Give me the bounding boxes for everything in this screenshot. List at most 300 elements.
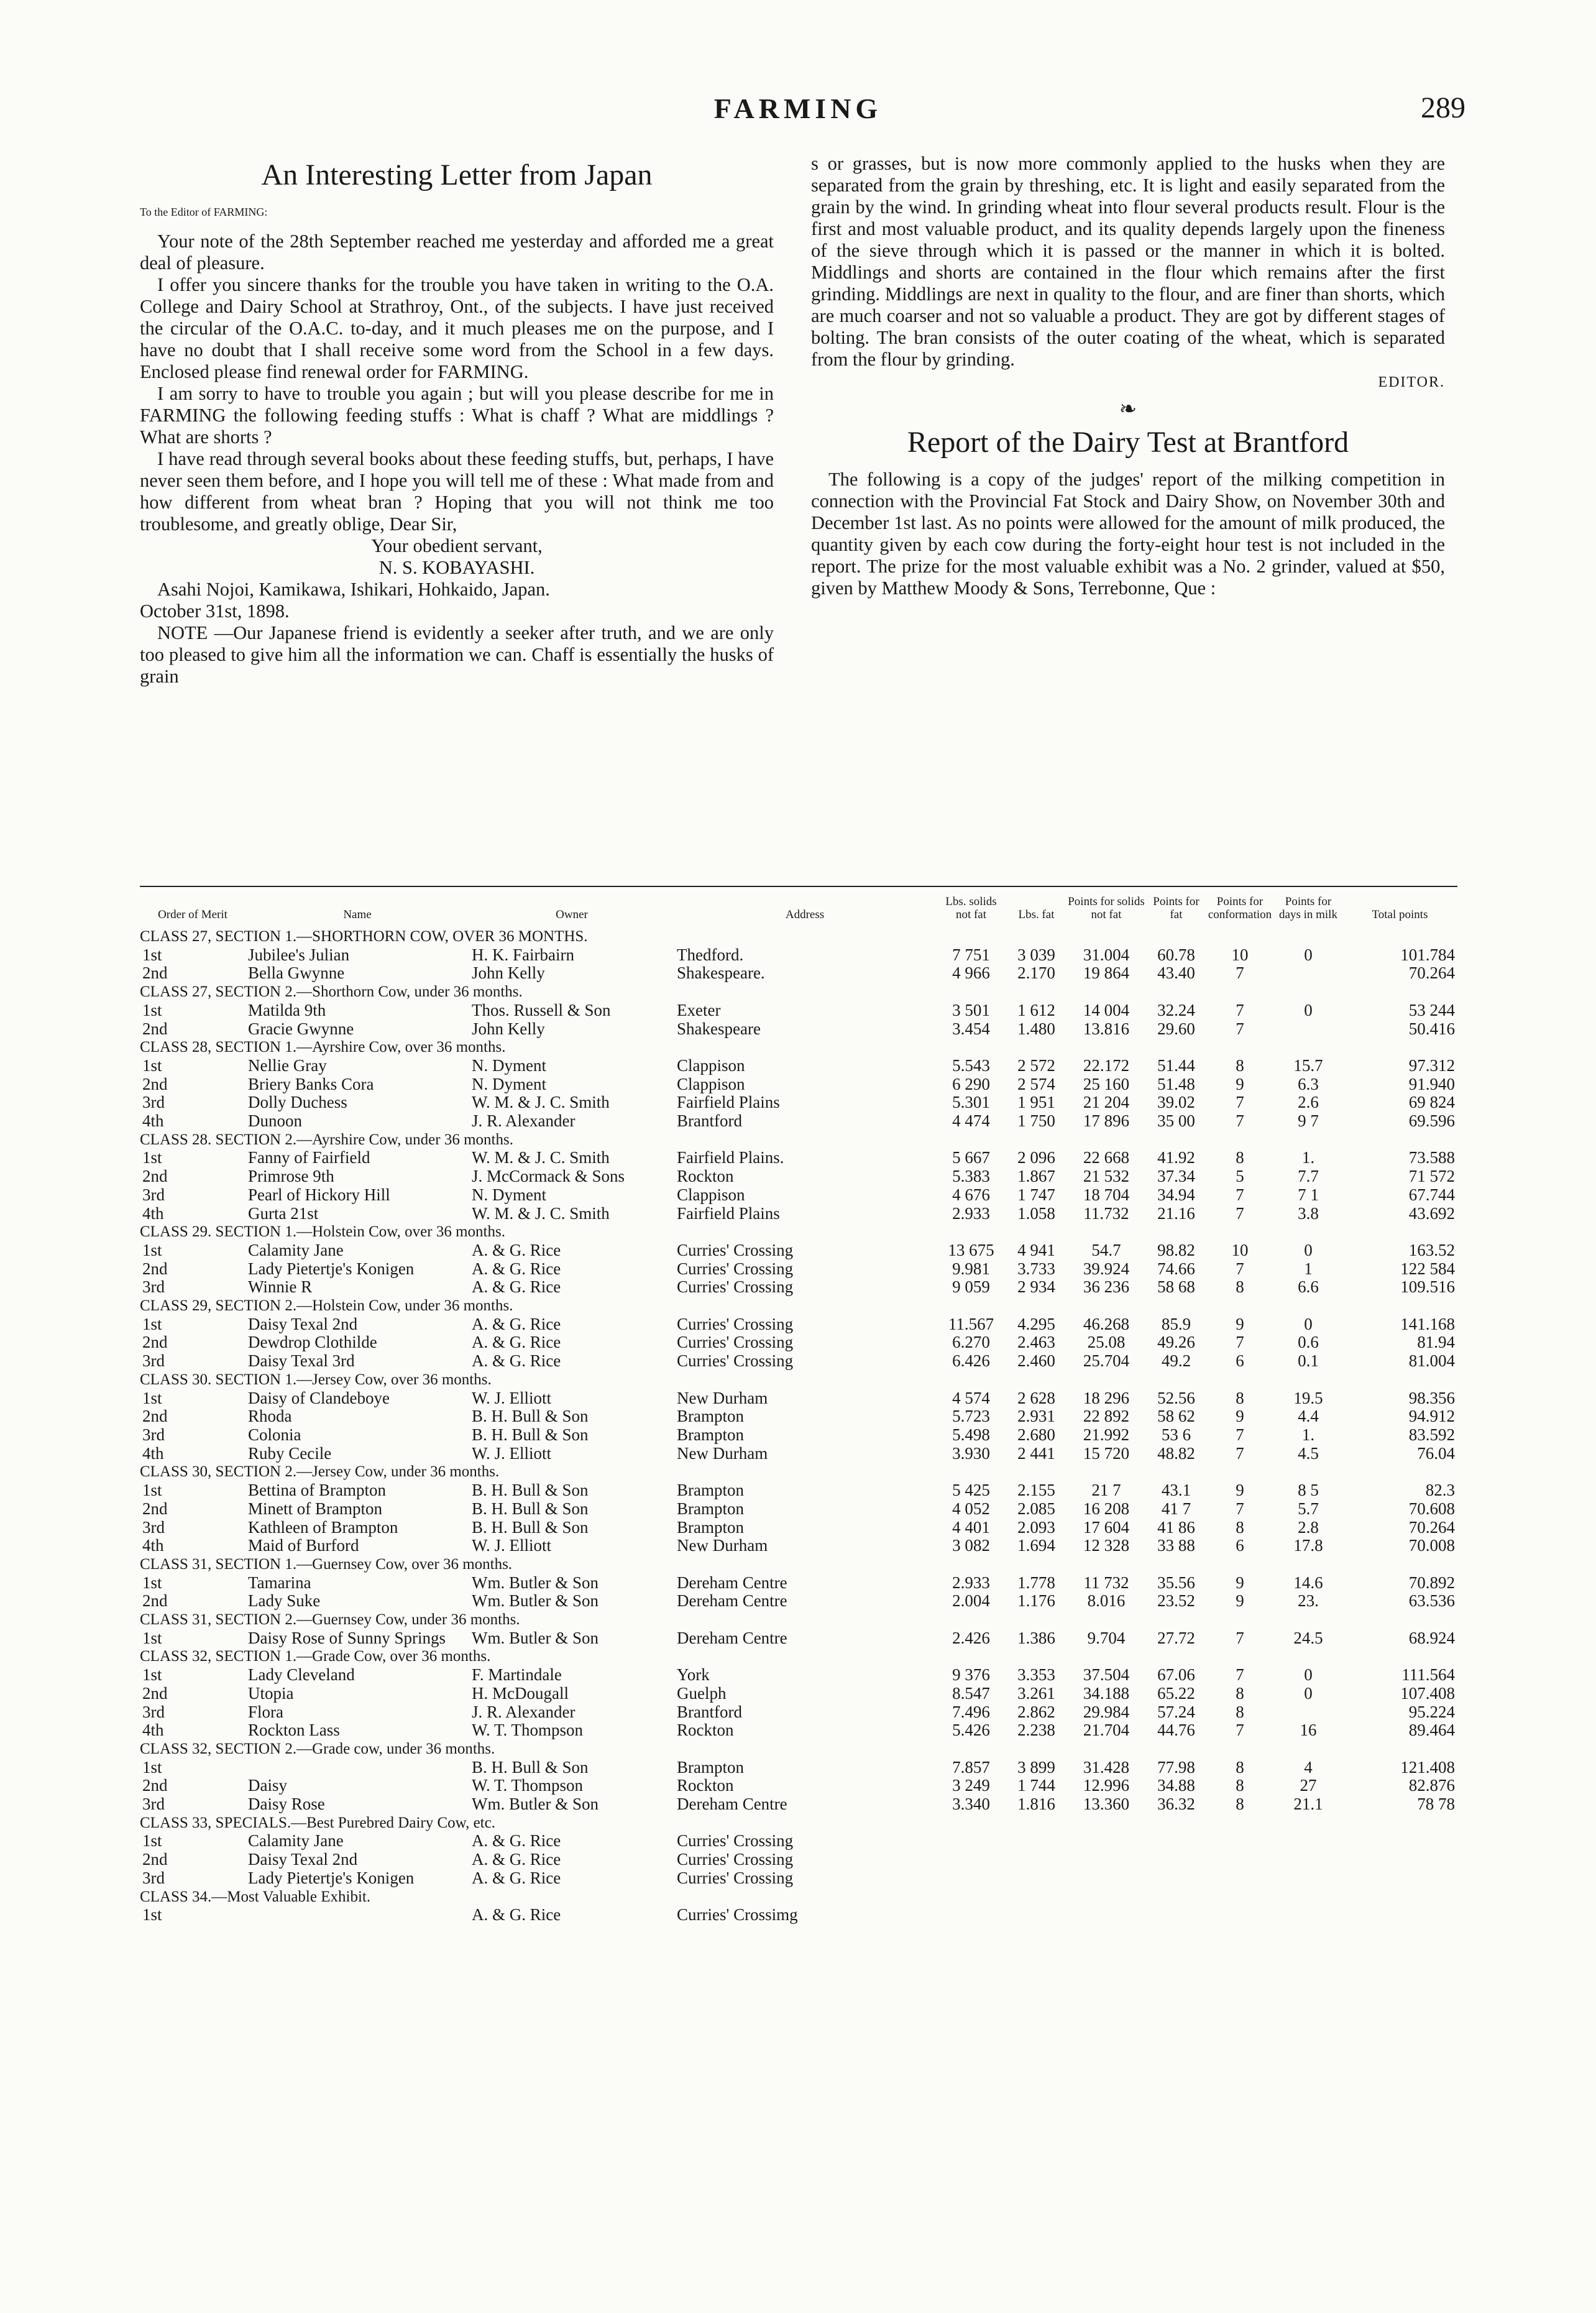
- cell-points-fat: 57.24: [1157, 1703, 1195, 1721]
- results-body: [140, 927, 1457, 1924]
- cell-order: 2nd: [142, 1592, 168, 1611]
- cell-fat: 2 572: [1017, 1056, 1055, 1075]
- cell-solids-not-fat: 7.496: [952, 1703, 990, 1721]
- class-heading: CLASS 29. SECTION 1.—Holstein Cow, over 36 months.: [140, 1223, 505, 1241]
- cell-points-conformation: 5: [1236, 1167, 1244, 1186]
- cell-fat: 1 744: [1017, 1777, 1055, 1795]
- cell-points-solids: 34.188: [1083, 1684, 1130, 1703]
- cell-points-solids: 12.996: [1083, 1777, 1130, 1795]
- cell-points-solids: 21 204: [1083, 1093, 1130, 1112]
- cell-solids-not-fat: 9 376: [952, 1666, 990, 1685]
- cell-fat: [1007, 1832, 1066, 1851]
- cell-points-fat: 51.44: [1157, 1056, 1195, 1075]
- cell-solids-not-fat: 3 249: [952, 1777, 990, 1795]
- cell-points-fat: 35.56: [1157, 1573, 1195, 1592]
- cell-points-days: 0: [1304, 1315, 1313, 1333]
- table-row: [140, 1574, 1457, 1593]
- right-column: [811, 153, 1445, 599]
- cell-order: 1st: [142, 1241, 162, 1259]
- cell-solids-not-fat: 6 290: [952, 1075, 990, 1093]
- cell-owner: Wm. Butler & Son: [472, 1629, 598, 1647]
- cell-total: 67.744: [1408, 1185, 1455, 1204]
- cell-total: 111.564: [1401, 1666, 1455, 1685]
- cell-fat: 1 750: [1017, 1112, 1055, 1131]
- cell-owner: N. Dyment: [472, 1056, 546, 1075]
- cell-points-solids: 21.992: [1083, 1425, 1130, 1444]
- cell-address: Rockton: [677, 1721, 734, 1740]
- table-row: [140, 1795, 1457, 1814]
- cell-points-solids: 25.704: [1083, 1352, 1130, 1371]
- cell-points-days: 19.5: [1293, 1389, 1323, 1407]
- cell-fat: 3 039: [1017, 945, 1055, 964]
- cell-total: 82.3: [1425, 1481, 1455, 1500]
- cell-fat: 1 747: [1017, 1185, 1055, 1204]
- cell-name: Lady Cleveland: [248, 1666, 355, 1685]
- cell-address: Brampton: [677, 1518, 744, 1537]
- cell-address: Fairfield Plains.: [677, 1149, 784, 1167]
- table-row: [140, 1001, 1457, 1020]
- table-top-rule: [140, 886, 1457, 887]
- cell-order: 3rd: [142, 1352, 165, 1371]
- cell-points-solids: 22.172: [1083, 1056, 1130, 1075]
- class-heading-row: [140, 1555, 1457, 1574]
- cell-fat: 2.463: [1017, 1333, 1055, 1352]
- cell-points-conformation: 7: [1236, 1019, 1244, 1038]
- cell-points-fat: 33 88: [1157, 1537, 1195, 1555]
- cell-order: 2nd: [142, 1333, 168, 1352]
- cell-order: 1st: [142, 1758, 162, 1777]
- cell-solids-not-fat: 3 501: [952, 1001, 990, 1019]
- cell-name: Dunoon: [248, 1112, 302, 1131]
- report-body: The following is a copy of the judges' report of the milking competition in connection with the Provincial Fat Stock and Dairy Show, on November 30th and December 1st last. As no points were allowed for the amount of milk produced, the quantity given by each cow during the forty-eight hour test is not included in the report. The prize for the most valuable exhibit was a No. 2 grinder, valued at $50, given by Matthew Moody & Sons, Terrebonne, Que :: [811, 469, 1445, 599]
- cell-points-solids: 11.732: [1083, 1204, 1129, 1223]
- cell-solids-not-fat: 6.270: [952, 1333, 990, 1352]
- cell-total: 76.04: [1417, 1444, 1455, 1463]
- cell-order: 4th: [142, 1721, 164, 1740]
- editor-note-continued: s or grasses, but is now more commonly applied to the husks when they are separated from the grain by threshing, etc. It is light and easily separated from the grain by the wind. In grinding wheat into flour several products result. Flour is the first and most valuable product, and its quality depends largely upon the fineness of the sieve through which it is passed or the manner in which it is bolted. Middlings and shorts are contained in the flour which remains after the first grinding. Middlings are next in quality to the flour, and are finer than shorts, which are much coarser and not so valuable a product. They are got by different stages of bolting. The bran consists of the outer coating of the wheat, which is separated from the flour by grinding.: [811, 153, 1445, 370]
- cell-owner: A. & G. Rice: [472, 1352, 561, 1371]
- cell-owner: A. & G. Rice: [472, 1333, 561, 1352]
- cell-name: Rockton Lass: [248, 1721, 340, 1740]
- cell-order: 3rd: [142, 1425, 165, 1444]
- cell-fat: 2.460: [1017, 1352, 1055, 1371]
- cell-fat: 1.176: [1017, 1592, 1055, 1611]
- table-row: [140, 946, 1457, 965]
- cell-points-days: 4.4: [1298, 1407, 1319, 1426]
- cell-address: Curries' Crossing: [677, 1851, 794, 1869]
- header-total: Total points: [1372, 908, 1428, 921]
- cell-name: Maid of Burford: [248, 1537, 359, 1555]
- cell-fat: 2 934: [1017, 1278, 1055, 1297]
- cell-order: 4th: [142, 1444, 164, 1463]
- results-table-wrap: [140, 895, 1457, 1924]
- cell-points-days: 0: [1304, 1241, 1313, 1259]
- cell-name: Matilda 9th: [248, 1001, 326, 1019]
- cell-points-conformation: 10: [1231, 945, 1249, 964]
- cell-total: [1342, 1906, 1457, 1924]
- cell-points-conformation: 7: [1236, 1499, 1244, 1518]
- cell-fat: 2.931: [1017, 1407, 1055, 1426]
- cell-address: Curries' Crossing: [677, 1352, 794, 1371]
- cell-points-conformation: 9: [1236, 1573, 1244, 1592]
- cell-order: 3rd: [142, 1869, 165, 1887]
- cell-points-fat: 43.40: [1157, 964, 1195, 983]
- cell-owner: John Kelly: [472, 1019, 545, 1038]
- cell-address: Curries' Crossing: [677, 1333, 794, 1352]
- cell-points-days: 9 7: [1298, 1112, 1319, 1131]
- cell-solids-not-fat: 9.981: [952, 1259, 990, 1278]
- table-row: [140, 1629, 1457, 1648]
- cell-address: New Durham: [677, 1444, 768, 1463]
- cell-points-fat: 49.2: [1161, 1352, 1191, 1371]
- cell-fat: 3 899: [1017, 1758, 1055, 1777]
- cell-points-conformation: 8: [1236, 1703, 1244, 1721]
- cell-address: Dereham Centre: [677, 1629, 787, 1647]
- class-heading-row: [140, 1888, 1457, 1906]
- page-number: 289: [1421, 91, 1465, 124]
- class-heading: CLASS 32, SECTION 1.—Grade Cow, over 36 months.: [140, 1648, 491, 1665]
- class-heading-row: [140, 1297, 1457, 1315]
- cell-points-days: 23.: [1298, 1592, 1319, 1611]
- cell-points-fat: 51.48: [1157, 1075, 1195, 1093]
- table-row: [140, 1112, 1457, 1131]
- cell-total: 89.464: [1408, 1721, 1455, 1740]
- cell-points-days: 4.5: [1298, 1444, 1319, 1463]
- cell-points-days: 3.8: [1298, 1204, 1319, 1223]
- table-row: [140, 1703, 1457, 1722]
- cell-points-days: 8 5: [1298, 1481, 1319, 1500]
- table-row: [140, 1537, 1457, 1555]
- cell-solids-not-fat: 7.857: [952, 1758, 990, 1777]
- cell-total: 109.516: [1400, 1278, 1455, 1297]
- table-row: [140, 1352, 1457, 1371]
- cell-address: New Durham: [677, 1389, 768, 1407]
- cell-name: Gracie Gwynne: [248, 1019, 354, 1038]
- cell-name: Winnie R: [248, 1278, 313, 1297]
- table-row: [140, 1333, 1457, 1352]
- cell-owner: W. M. & J. C. Smith: [472, 1204, 610, 1223]
- cell-address: Clappison: [677, 1075, 745, 1093]
- cell-total: 91.940: [1408, 1075, 1455, 1093]
- cell-fat: 2.085: [1017, 1499, 1055, 1518]
- table-row: [140, 1186, 1457, 1205]
- cell-address: Dereham Centre: [677, 1795, 787, 1814]
- cell-owner: F. Martindale: [472, 1666, 562, 1685]
- cell-owner: A. & G. Rice: [472, 1851, 561, 1869]
- table-row: [140, 1075, 1457, 1094]
- cell-order: 3rd: [142, 1518, 165, 1537]
- table-row: [140, 1426, 1457, 1445]
- cell-address: Curries' Crossing: [677, 1315, 794, 1333]
- cell-points-days: 24.5: [1293, 1629, 1323, 1647]
- cell-points-fat: 23.52: [1157, 1592, 1195, 1611]
- cell-points-days: 6.6: [1298, 1278, 1319, 1297]
- cell-total: 163.52: [1408, 1241, 1455, 1259]
- cell-total: 63.536: [1408, 1592, 1455, 1611]
- cell-order: 3rd: [142, 1703, 165, 1721]
- table-row: [140, 1315, 1457, 1334]
- cell-total: 82.876: [1408, 1777, 1455, 1795]
- table-row: [140, 1445, 1457, 1463]
- cell-name: Lady Pietertje's Konigen: [248, 1869, 415, 1887]
- cell-points-solids: 14 004: [1083, 1001, 1130, 1019]
- results-table: [140, 895, 1457, 1924]
- cell-fat: 1 951: [1017, 1093, 1055, 1112]
- cell-order: 2nd: [142, 1777, 168, 1795]
- cell-points-fat: 34.88: [1157, 1777, 1195, 1795]
- cell-total: 141.168: [1400, 1315, 1455, 1333]
- table-row: [140, 1666, 1457, 1685]
- table-row: [140, 1260, 1457, 1279]
- cell-solids-not-fat: 4 474: [952, 1112, 990, 1131]
- header-name: Name: [343, 908, 372, 921]
- cell-points-solids: 15 720: [1083, 1444, 1130, 1463]
- cell-points-days: 2.8: [1298, 1518, 1319, 1537]
- cell-total: 71 572: [1408, 1167, 1455, 1186]
- cell-points-days: 27: [1300, 1777, 1317, 1795]
- cell-address: Fairfield Plains: [677, 1093, 780, 1112]
- cell-owner: H. McDougall: [472, 1684, 569, 1703]
- table-row: [140, 1500, 1457, 1519]
- cell-points-solids: 13.816: [1083, 1019, 1130, 1038]
- cell-owner: N. Dyment: [472, 1185, 546, 1204]
- cell-address: Clappison: [677, 1185, 745, 1204]
- cell-total: 73.588: [1408, 1149, 1455, 1167]
- cell-points-solids: 37.504: [1083, 1666, 1130, 1685]
- cell-fat: 2.862: [1017, 1703, 1055, 1721]
- cell-name: [245, 1906, 469, 1924]
- cell-fat: 1.480: [1017, 1019, 1055, 1038]
- cell-address: Curries' Crossing: [677, 1278, 794, 1297]
- editor-mark: EDITOR.: [1378, 374, 1445, 390]
- cell-name: Primrose 9th: [248, 1167, 334, 1186]
- cell-points-fat: 85.9: [1161, 1315, 1191, 1333]
- table-row: [140, 1759, 1457, 1777]
- class-heading-row: [140, 1223, 1457, 1241]
- cell-address: Dereham Centre: [677, 1573, 787, 1592]
- cell-name: Rhoda: [248, 1407, 292, 1426]
- cell-points-conformation: 9: [1236, 1075, 1244, 1093]
- cell-solids-not-fat: 11.567: [948, 1315, 994, 1333]
- cell-points-fat: 36.32: [1157, 1795, 1195, 1814]
- cell-points-days: [1274, 1906, 1342, 1924]
- cell-total: 101.784: [1400, 945, 1455, 964]
- cell-points-solids: 21 7: [1091, 1481, 1121, 1500]
- cell-solids-not-fat: 5 667: [952, 1149, 990, 1167]
- cell-total: 122 584: [1400, 1259, 1455, 1278]
- cell-points-conformation: 10: [1231, 1241, 1249, 1259]
- cell-order: 3rd: [142, 1795, 165, 1814]
- cell-owner: W. T. Thompson: [472, 1777, 584, 1795]
- cell-points-conformation: 8: [1236, 1389, 1244, 1407]
- cell-points-fat: 58 68: [1157, 1278, 1195, 1297]
- header-points-solids: Points for solids not fat: [1068, 895, 1145, 921]
- cell-points-solids: 25 160: [1083, 1075, 1130, 1093]
- letter-paragraph: Your note of the 28th September reached me yesterday and afforded me a great deal of pleasure.: [140, 231, 774, 274]
- table-row: [140, 1278, 1457, 1297]
- cell-address: Shakespeare.: [677, 964, 765, 983]
- cell-solids-not-fat: [935, 1832, 1007, 1851]
- class-heading: CLASS 29, SECTION 2.—Holstein Cow, under 36 months.: [140, 1297, 513, 1315]
- cell-points-days: 0: [1304, 1001, 1313, 1019]
- cell-order: 4th: [142, 1204, 164, 1223]
- cell-solids-not-fat: [935, 1869, 1007, 1888]
- cell-solids-not-fat: 13 675: [948, 1241, 994, 1259]
- cell-total: 70.264: [1408, 964, 1455, 983]
- cell-fat: 3.261: [1017, 1684, 1055, 1703]
- cell-points-days: 1: [1304, 1259, 1313, 1278]
- cell-owner: A. & G. Rice: [472, 1832, 561, 1851]
- cell-solids-not-fat: 4 052: [952, 1499, 990, 1518]
- cell-points-conformation: 8: [1236, 1795, 1244, 1814]
- cell-points-fat: 60.78: [1157, 945, 1195, 964]
- cell-points-conformation: 7: [1236, 964, 1244, 983]
- letter-paragraph: I am sorry to have to trouble you again ; but will you please describe for me in FARMING the following feeding stuffs : What is chaff ? What are middlings ? What are shorts ?: [140, 383, 774, 448]
- cell-fat: 2 574: [1017, 1075, 1055, 1093]
- cell-points-fat: 41.92: [1157, 1149, 1195, 1167]
- cell-points-conformation: 9: [1236, 1481, 1244, 1500]
- cell-points-solids: 31.428: [1083, 1758, 1130, 1777]
- cell-points-solids: 8.016: [1087, 1592, 1126, 1611]
- cell-address: Fairfield Plains: [677, 1204, 780, 1223]
- cell-points-conformation: 7: [1236, 1204, 1244, 1223]
- class-heading-row: [140, 1371, 1457, 1389]
- cell-solids-not-fat: 2.933: [952, 1573, 990, 1592]
- cell-points-conformation: 6: [1236, 1537, 1244, 1555]
- cell-points-solids: [1066, 1832, 1147, 1851]
- cell-fat: 1.867: [1017, 1167, 1055, 1186]
- cell-points-conformation: 8: [1236, 1278, 1244, 1297]
- cell-solids-not-fat: 4 966: [952, 964, 990, 983]
- cell-total: 68.924: [1408, 1629, 1455, 1647]
- cell-name: Calamity Jane: [248, 1832, 344, 1851]
- cell-fat: 3.733: [1017, 1259, 1055, 1278]
- cell-order: 4th: [142, 1537, 164, 1555]
- cell-owner: A. & G. Rice: [472, 1241, 561, 1259]
- cell-solids-not-fat: 2.426: [952, 1629, 990, 1647]
- table-row: [140, 1407, 1457, 1426]
- cell-owner: B. H. Bull & Son: [472, 1425, 589, 1444]
- cell-total: 94.912: [1408, 1407, 1455, 1426]
- table-row: [140, 1205, 1457, 1223]
- cell-address: Rockton: [677, 1777, 734, 1795]
- cell-name: Bella Gwynne: [248, 964, 345, 983]
- cell-name: Flora: [248, 1703, 283, 1721]
- cell-total: 69 824: [1408, 1093, 1455, 1112]
- cell-order: 2nd: [142, 1167, 168, 1186]
- cell-name: Lady Pietertje's Konigen: [248, 1259, 415, 1278]
- cell-address: Clappison: [677, 1056, 745, 1075]
- table-row: [140, 1685, 1457, 1703]
- class-heading: CLASS 30, SECTION 2.—Jersey Cow, under 36 months.: [140, 1463, 500, 1481]
- cell-points-fat: 41 86: [1157, 1518, 1195, 1537]
- header-points-conformation: Points for conformation: [1208, 895, 1272, 921]
- header-fat: Lbs. fat: [1018, 908, 1055, 921]
- cell-points-conformation: 8: [1236, 1518, 1244, 1537]
- cell-total: 69.596: [1408, 1112, 1455, 1131]
- cell-points-days: [1274, 1832, 1342, 1851]
- class-heading-row: [140, 1611, 1457, 1629]
- cell-order: 3rd: [142, 1278, 165, 1297]
- cell-address: Curries' Crossing: [677, 1241, 794, 1259]
- cell-address: Shakespeare: [677, 1019, 761, 1038]
- cell-order: 2nd: [142, 1499, 168, 1518]
- cell-points-fat: 48.82: [1157, 1444, 1195, 1463]
- cell-solids-not-fat: 5.723: [952, 1407, 990, 1426]
- cell-solids-not-fat: 8.547: [952, 1684, 990, 1703]
- class-heading-row: [140, 1647, 1457, 1666]
- cell-address: Curries' Crossing: [677, 1869, 794, 1887]
- cell-owner: W. T. Thompson: [472, 1721, 584, 1740]
- cell-points-fat: 27.72: [1157, 1629, 1195, 1647]
- header-points-fat: Points for fat: [1153, 895, 1199, 921]
- cell-name: Calamity Jane: [248, 1241, 344, 1259]
- cell-order: 1st: [142, 1315, 162, 1333]
- cell-points-days: 15.7: [1293, 1056, 1323, 1075]
- to-editor: To the Editor of FARMING:: [140, 206, 268, 218]
- cell-address: Brampton: [677, 1758, 744, 1777]
- cell-order: 1st: [142, 1001, 162, 1019]
- cell-points-fat: [1147, 1869, 1206, 1888]
- cell-points-solids: 13.360: [1083, 1795, 1130, 1814]
- cell-total: [1342, 1869, 1457, 1888]
- table-row: [140, 1057, 1457, 1075]
- cell-order: 1st: [142, 1389, 162, 1407]
- cell-total: 70.264: [1408, 1518, 1455, 1537]
- cell-points-conformation: 8: [1236, 1777, 1244, 1795]
- cell-address: Brantford: [677, 1112, 742, 1131]
- cell-points-conformation: [1206, 1906, 1274, 1924]
- cell-owner: J. R. Alexander: [472, 1112, 576, 1131]
- cell-points-solids: 29.984: [1083, 1703, 1130, 1721]
- cell-points-conformation: 9: [1236, 1592, 1244, 1611]
- cell-points-days: 0: [1304, 1684, 1313, 1703]
- cell-points-conformation: 7: [1236, 1112, 1244, 1131]
- cell-name: Daisy Rose: [248, 1795, 325, 1814]
- cell-order: 2nd: [142, 1075, 168, 1093]
- cell-address: New Durham: [677, 1537, 768, 1555]
- letter-paragraph: I have read through several books about these feeding stuffs, but, perhaps, I have never seen them before, and I hope you will tell me of these : What made from and how different from wheat bran ? Hoping that you will not think me too troublesome, and greatly oblige, Dear Sir,: [140, 448, 774, 535]
- cell-name: Tamarina: [248, 1573, 311, 1592]
- cell-name: Fanny of Fairfield: [248, 1149, 370, 1167]
- cell-address: Curries' Crossimg: [677, 1906, 798, 1924]
- cell-fat: 1.778: [1017, 1573, 1055, 1592]
- cell-points-days: 17.8: [1293, 1537, 1323, 1555]
- cell-points-fat: 29.60: [1157, 1019, 1195, 1038]
- cell-fat: 2 096: [1017, 1149, 1055, 1167]
- cell-owner: A. & G. Rice: [472, 1278, 561, 1297]
- cell-points-conformation: 9: [1236, 1315, 1244, 1333]
- cell-points-conformation: 7: [1236, 1185, 1244, 1204]
- cell-solids-not-fat: 6.426: [952, 1352, 990, 1371]
- cell-points-fat: 34.94: [1157, 1185, 1195, 1204]
- cell-name: Gurta 21st: [248, 1204, 319, 1223]
- cell-name: Briery Banks Cora: [248, 1075, 374, 1093]
- cell-points-solids: 22 668: [1083, 1149, 1130, 1167]
- cell-points-solids: 17 896: [1083, 1112, 1130, 1131]
- cell-order: 2nd: [142, 1851, 168, 1869]
- cell-points-conformation: 7: [1236, 1666, 1244, 1685]
- letter-address: Asahi Nojoi, Kamikawa, Ishikari, Hohkaido, Japan.: [157, 579, 550, 600]
- cell-owner: W. M. & J. C. Smith: [472, 1093, 610, 1112]
- cell-points-days: 16: [1300, 1721, 1317, 1740]
- cell-points-conformation: 7: [1236, 1093, 1244, 1112]
- cell-points-days: 0: [1304, 945, 1313, 964]
- cell-points-days: [1274, 1020, 1342, 1039]
- cell-total: 70.892: [1408, 1573, 1455, 1592]
- cell-owner: H. K. Fairbairn: [472, 945, 574, 964]
- class-heading-row: [140, 1038, 1457, 1057]
